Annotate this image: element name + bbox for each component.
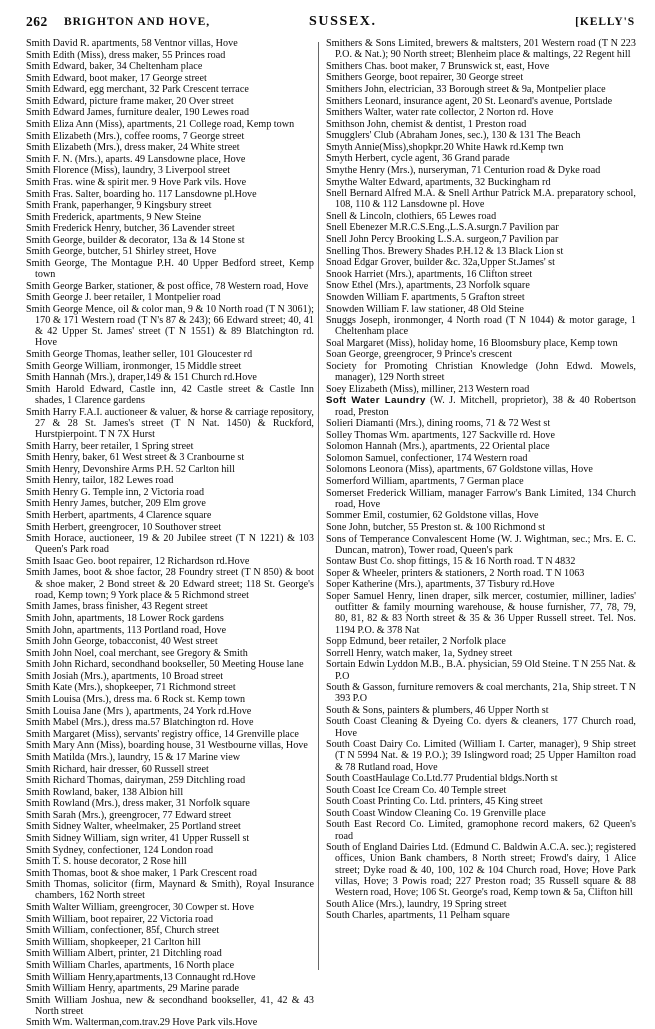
directory-entry: Smith William Henry,apartments,13 Connaught rd.Hove (26, 971, 256, 983)
directory-entry: Smyth Annie(Miss),shopkpr.20 White Hawk rd.Kemp twn (326, 141, 564, 153)
directory-entry: Smith John Richard, secondhand bookseller, 50 Meeting House lane (26, 659, 304, 671)
directory-entry: Smith Eliza Ann (Miss), apartments, 21 College road, Kemp town (26, 119, 295, 131)
directory-entry: Snowden William F. apartments, 5 Grafton street (326, 291, 525, 303)
directory-entry: Sorrell Henry, watch maker, 1a, Sydney street (326, 647, 513, 659)
directory-entry: Soan George, greengrocer, 9 Prince's crescent (326, 349, 513, 361)
directory-entry: Smith Sidney Walter, wheelmaker, 25 Portland street (26, 821, 241, 833)
directory-entry: Snell Bernard Alfred M.A. & Snell Arthur Patrick M.A. preparatory school, 108, 110 & 112 Lansdowne pl. Hove (326, 188, 636, 211)
directory-entry: Smith William Albert, printer, 21 Ditchling road (26, 948, 222, 960)
directory-entry: Smith Matilda (Mrs.), laundry, 15 & 17 Marine view (26, 751, 241, 763)
directory-entry: Smith Henry G. Temple inn, 2 Victoria road (26, 486, 205, 498)
directory-entry: Smith William Charles, apartments, 16 North place (26, 959, 235, 971)
directory-entry: Smith Henry, baker, 61 West street & 3 Cranbourne st (26, 452, 245, 464)
directory-entry: Soper Katherine (Mrs.), apartments, 37 Tisbury rd.Hove (326, 579, 555, 591)
directory-entry: Soey Elizabeth (Miss), milliner, 213 Western road (326, 383, 530, 395)
directory-entry: South & Gasson, furniture removers & coal merchants, 21a, Ship street. T N 393 P.O (326, 682, 636, 705)
directory-entry: Smith Thomas, boot & shoe maker, 1 Park Crescent road (26, 867, 257, 879)
entry-list-left (26, 38, 314, 1029)
directory-entry: Smith Sydney, confectioner, 124 London road (26, 844, 214, 856)
directory-entry: Smithers George, boot repairer, 30 George street (326, 72, 524, 84)
directory-entry: Smith Herbert, apartments, 4 Clarence square (26, 509, 212, 521)
directory-entry: Smith Walter William, greengrocer, 30 Cowper st. Hove (26, 902, 254, 914)
directory-entry: Smith George, The Montague P.H. 40 Upper Bedford street, Kemp town (26, 257, 314, 281)
directory-entry: Sopp Edmund, beer retailer, 2 Norfolk place (326, 636, 506, 648)
directory-entry: Smith Florence (Miss), laundry, 3 Liverpool street (26, 165, 231, 177)
display-entry-name: Soft Water Laundry (326, 395, 426, 407)
directory-entry: Smith William, shopkeeper, 21 Carlton hill (26, 936, 201, 948)
directory-entry: South Coast Dairy Co. Limited (William I. Carter, manager), 9 Ship street (T N 5994 Nat. & 19 P.O.); 39 Islingword road; 25 Upper Hamilton road & 78 Rutland road, Hove (326, 739, 636, 773)
directory-entry: Smith Louisa Jane (Mrs ), apartments, 24 York rd.Hove (26, 705, 252, 717)
directory-entry: Snoad Edgar Grover, builder &c. 32a,Upper St.James' st (326, 257, 555, 269)
directory-entry: Solieri Diamanti (Mrs.), dining rooms, 71 & 72 West st (326, 418, 551, 430)
directory-entry: Smith Edith (Miss), dress maker, 55 Princes road (26, 49, 226, 61)
directory-entry: Smith Harry, beer retailer, 1 Spring street (26, 440, 194, 452)
directory-entry: Smith John, apartments, 18 Lower Rock gardens (26, 613, 224, 624)
directory-entry: South East Record Co. Limited, gramophone record makers, 62 Queen's road (326, 819, 636, 842)
directory-entry: Smith Frederick Henry, butcher, 36 Lavender street (26, 223, 235, 235)
directory-entry: Smith James, boot & shoe factor, 28 Foundry street (T N 850) & boot & shoe maker, 2 Bond street & 20 Edward street; 118 St. George's road, Kemp town; 9 York place & 5 Richmond street (26, 567, 314, 601)
directory-entry: Smithson John, chemist & dentist, 1 Preston road (326, 118, 527, 130)
directory-entry: Smith Edward James, furniture dealer, 190 Lewes road (26, 107, 250, 119)
running-head-publisher: [KELLY'S (575, 16, 635, 28)
directory-entry: Smith Fras. wine & spirit mer. 9 Hove Park vils. Hove (26, 176, 247, 188)
directory-entry: Smith Richard, hair dresser, 60 Russell street (26, 763, 209, 775)
column-right (326, 38, 636, 922)
directory-entry: Somerset Frederick William, manager Farrow's Bank Limited, 134 Church road, Hove (326, 487, 636, 510)
directory-entry: Smith Louisa (Mrs.), dress ma. 6 Rock st. Kemp town (26, 694, 246, 706)
directory-entry: South Alice (Mrs.), laundry, 19 Spring street (326, 898, 507, 910)
directory-entry: Smith Edward, baker, 34 Cheltenham place (26, 61, 203, 73)
directory-entry: Smith Mary Ann (Miss), boarding house, 31 Westbourne villas, Hove (26, 740, 308, 752)
directory-entry: Smithers Leonard, insurance agent, 20 St. Leonard's avenue, Portslade (326, 95, 613, 107)
directory-entry: Snowden William F. law stationer, 48 Old Steine (326, 303, 524, 315)
directory-entry: Smith Frank, paperhanger, 9 Kingsbury street (26, 200, 212, 212)
directory-entry: Smith Henry James, butcher, 209 Elm grove (26, 498, 206, 510)
directory-entry: Somerford William, apartments, 7 German place (326, 476, 524, 488)
directory-entry: Smugglers' Club (Abraham Jones, sec.), 130 & 131 The Beach (326, 130, 581, 142)
directory-entry: Snuggs Joseph, ironmonger, 4 North road (T N 1044) & motor garage, 1 Cheltenham place (326, 315, 636, 338)
running-head-county: SUSSEX. (309, 14, 377, 29)
directory-entry: Soper Samuel Henry, linen draper, silk mercer, costumier, milliner, ladies' outfitter & family mourning warehouse, & house furnisher, 77, 78, 79, 80, 81, 82 & 83 North street & 35 & 36 Upper Russell street. Tel. Nos. 1194 P.O. & 378 Nat (326, 591, 636, 636)
directory-entry: Smith Edward, boot maker, 17 George street (26, 72, 207, 84)
directory-entry: Smith Herbert, greengrocer, 10 Southover street (26, 521, 222, 533)
directory-entry: Smith Elizabeth (Mrs.), dress maker, 24 White street (26, 142, 240, 154)
directory-entry: Smythe Henry (Mrs.), nurseryman, 71 Centurion road & Dyke road (326, 164, 601, 176)
directory-entry: Smith Margaret (Miss), servants' registry office, 14 Grenville place (26, 728, 299, 740)
directory-entry: Sone John, butcher, 55 Preston st. & 100 Richmond st (326, 521, 546, 533)
directory-entry: South Coast Window Cleaning Co. 19 Grenville place (326, 807, 546, 819)
directory-entry: Society for Promoting Christian Knowledge (John Edwd. Mowels, manager), 129 North street (326, 361, 636, 384)
directory-entry: Sontaw Bust Co. shop fittings, 15 & 16 North road. T N 4832 (326, 556, 576, 568)
directory-entry: Smith William Henry, apartments, 29 Marine parade (26, 983, 240, 995)
directory-columns (0, 38, 655, 1029)
directory-entry: Smith George William, ironmonger, 15 Middle street (26, 360, 242, 372)
directory-entry: Smith Isaac Geo. boot repairer, 12 Richardson rd.Hove (26, 555, 250, 567)
directory-entry: Smithers & Sons Limited, brewers & maltsters, 201 Western road (T N 223 P.O. & Nat.); 90 North street; Blenheim place & maltings, 22 Regent hill (326, 38, 636, 61)
directory-entry: Smith William, boot repairer, 22 Victoria road (26, 913, 214, 925)
running-head-place: BRIGHTON AND HOVE, (64, 16, 211, 28)
directory-entry: Smyth Herbert, cycle agent, 36 Grand parade (326, 153, 510, 165)
directory-entry: Snell Ebenezer M.R.C.S.Eng.,L.S.A.surgn.7 Pavilion par (326, 222, 559, 234)
directory-entry: Solomons Leonora (Miss), apartments, 67 Goldstone villas, Hove (326, 464, 593, 476)
directory-entry: Smith William, confectioner, 85f, Church street (26, 925, 220, 937)
directory-entry: Smith Hannah (Mrs.), draper,149 & 151 Church rd.Hove (26, 372, 257, 384)
directory-entry: Smith Harry F.A.I. auctioneer & valuer, & horse & carriage repository, 27 & 28 St. James's street (T N Nat. 1450) & Ruckford, Hurstpierpoint. T N 7X Hurst (26, 406, 314, 440)
directory-entry: Solomon Samuel, confectioner, 174 Western road (326, 452, 528, 464)
directory-entry: Smith Elizabeth (Mrs.), coffee rooms, 7 George street (26, 130, 245, 142)
running-head (26, 14, 635, 34)
directory-entry: Smith George Mence, oil & color man, 9 & 10 North road (T N 3061); 170 & 171 Western road (T N's 87 & 243); 66 Edward street; 40, 41 & 42 Upper St. James' street (T N 1551) & 89 Blatchington rd. Hove (26, 303, 314, 349)
directory-entry: South Coast Printing Co. Ltd. printers, 45 King street (326, 796, 543, 808)
directory-entry: Snell & Lincoln, clothiers, 65 Lewes road (326, 210, 497, 222)
directory-entry: Smith Mabel (Mrs.), dress ma.57 Blatchington rd. Hove (26, 717, 254, 729)
directory-entry: Smith John George, tobacconist, 40 West street (26, 636, 218, 648)
directory-entry: Snell John Percy Brooking L.S.A. surgeon,7 Pavilion par (326, 234, 559, 246)
display-entry-detail: (W. J. Mitchell, proprietor), 38 & 40 Robertson road, Preston (335, 395, 636, 418)
directory-entry: South of England Dairies Ltd. (Edmund C. Baldwin A.C.A. sec.); registered offices, Union Bank chambers, 8 North street; Frowd's dairy, 1 Alice street; Dyke road & 40, 100, 102 & 104 Church road, Hove; Hove Park villas, Hove; 3 Powis road; 227 Preston road; 35 Russell square & 88 Western road, Hove; 106 St. George's road, Kemp town & 5a, Clifton hill (326, 842, 636, 898)
entry-list-right (326, 38, 636, 921)
directory-entry: South & Sons, painters & plumbers, 46 Upper North st (326, 704, 549, 716)
directory-entry: Smith Henry, tailor, 182 Lewes road (26, 475, 174, 487)
directory-entry: Sommer Emil, costumier, 62 Goldstone villas, Hove (326, 510, 539, 522)
directory-entry: Solley Thomas Wm. apartments, 127 Sackville rd. Hove (326, 429, 556, 441)
directory-entry: Smith Henry, Devonshire Arms P.H. 52 Carlton hill (26, 463, 235, 475)
directory-entry: Smith T. S. house decorator, 2 Rose hill (26, 856, 187, 868)
directory-entry: Smith George, butcher, 51 Shirley street, Hove (26, 246, 217, 258)
directory-entry: South Charles, apartments, 11 Pelham square (326, 910, 510, 922)
directory-entry: Smithers John, electrician, 33 Borough street & 9a, Montpelier place (326, 83, 606, 95)
directory-entry: Smithers Walter, water rate collector, 2 Norton rd. Hove (326, 107, 554, 119)
directory-entry: Smith Edward, picture frame maker, 20 Over street (26, 95, 234, 107)
directory-entry: Smith George J. beer retailer, 1 Montpelier road (26, 292, 221, 304)
directory-entry: Snow Ethel (Mrs.), apartments, 23 Norfolk square (326, 280, 530, 292)
directory-entry: Smith Wm. Walterman,com.trav.29 Hove Park vils.Hove (26, 1017, 258, 1029)
directory-entry: Smith Josiah (Mrs.), apartments, 10 Broad street (26, 670, 224, 682)
directory-entry: Smith Horace, auctioneer, 19 & 20 Jubilee street (T N 1221) & 103 Queen's Park road (26, 533, 314, 556)
directory-entry: Soper & Wheeler, printers & stationers, 2 North road. T N 1063 (326, 567, 585, 579)
directory-entry: Smith Richard Thomas, dairyman, 259 Ditchling road (26, 775, 246, 787)
directory-entry: Soal Margaret (Miss), holiday home, 16 Bloomsbury place, Kemp town (326, 337, 618, 349)
directory-entry: Smith Rowland (Mrs.), dress maker, 31 Norfolk square (26, 798, 250, 810)
directory-entry: Smith Rowland, baker, 138 Albion hill (26, 786, 184, 798)
directory-entry: Sortain Edwin Lyddon M.B., B.A. physician, 59 Old Steine. T N 255 Nat. & P.O (326, 659, 636, 682)
directory-entry: Snelling Thos. Brewery Shades P.H.12 & 13 Black Lion st (326, 245, 564, 257)
directory-entry: Smith George Thomas, leather seller, 101 Gloucester rd (26, 349, 253, 361)
directory-entry: South CoastHaulage Co.Ltd.77 Prudential bldgs.North st (326, 773, 558, 785)
directory-entry: Smith Edward, egg merchant, 32 Park Crescent terrace (26, 84, 249, 96)
directory-entry (326, 395, 636, 417)
directory-entry: Smith George Barker, stationer, & post office, 78 Western road, Hove (26, 280, 309, 292)
directory-entry: Smith John, apartments, 113 Portland road, Hove (26, 624, 227, 636)
directory-entry: Smith William Joshua, new & secondhand bookseller, 41, 42 & 43 North street (26, 994, 314, 1017)
directory-entry: Smith James, brass finisher, 43 Regent street (26, 601, 208, 613)
directory-entry: Sons of Temperance Convalescent Home (W. J. Wightman, sec.; Mrs. E. C. Duncan, matron), Tower road, Queen's park (326, 533, 636, 556)
directory-entry: Smith Frederick, apartments, 9 New Steine (26, 211, 202, 223)
directory-entry: Smith George, builder & decorator, 13a & 14 Stone st (26, 234, 245, 246)
directory-entry: South Coast Ice Cream Co. 40 Temple street (326, 784, 507, 796)
directory-entry: Smith Sarah (Mrs.), greengrocer, 77 Edward street (26, 809, 232, 821)
directory-entry: Solomon Hannah (Mrs.), apartments, 22 Oriental place (326, 441, 550, 453)
directory-entry: South Coast Cleaning & Dyeing Co. dyers & cleaners, 177 Church road, Hove (326, 716, 636, 739)
directory-entry: Smith Sidney William, sign writer, 41 Upper Russell st (26, 832, 250, 844)
page-folio: 262 (26, 14, 48, 29)
directory-entry: Smith F. N. (Mrs.), aparts. 49 Lansdowne place, Hove (26, 153, 246, 165)
directory-entry: Smith Thomas, solicitor (firm, Maynard & Smith), Royal Insurance chambers, 162 North street (26, 879, 314, 902)
directory-entry: Snook Harriet (Mrs.), apartments, 16 Clifton street (326, 268, 533, 280)
column-left (26, 38, 314, 1029)
directory-entry: Smith David R. apartments, 58 Ventnor villas, Hove (26, 38, 238, 49)
directory-entry: Smythe Walter Edward, apartments, 32 Buckingham rd (326, 176, 551, 188)
directory-entry: Smith Harold Edward, Castle inn, 42 Castle street & Castle Inn shades, 1 Clarence gardens (26, 383, 314, 406)
directory-entry: Smith Fras. Salter, boarding ho. 117 Lansdowne pl.Hove (26, 188, 257, 200)
directory-entry: Smithers Chas. boot maker, 7 Brunswick st, east, Hove (326, 60, 550, 72)
directory-entry: Smith John Noel, coal merchant, see Gregory & Smith (26, 647, 248, 659)
directory-entry: Smith Kate (Mrs.), shopkeeper, 71 Richmond street (26, 682, 236, 694)
